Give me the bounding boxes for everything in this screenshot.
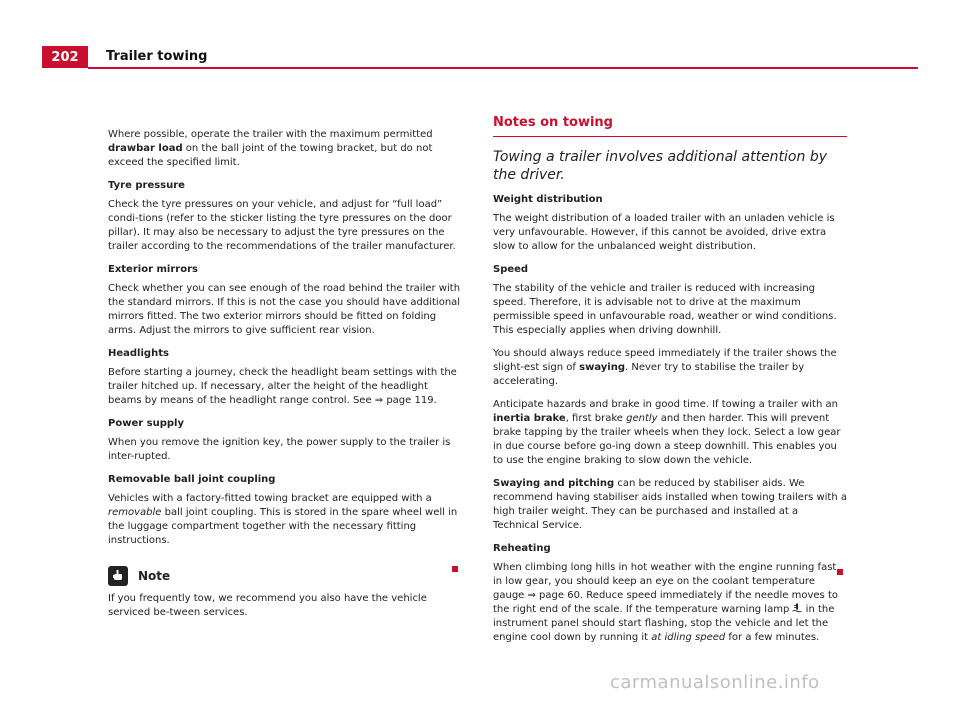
weight-distribution-heading: Weight distribution: [493, 194, 603, 205]
speed-text: The stability of the vehicle and trailer is reduced with increasing speed. Therefore, it is advisable not to drive at the maximum permissible speed in unfavourable road, weather or wind conditions. This especially applies when driving downhill.: [493, 283, 837, 336]
notes-on-towing-title: Notes on towing: [493, 115, 613, 130]
left-column: [108, 128, 462, 629]
swaying-text: You should always reduce speed immediately if the trailer shows the slight-est sign of swaying. Never try to stabilise the trailer by accelerating.: [493, 348, 837, 387]
power-supply-text: When you remove the ignition key, the power supply to the trailer is inter-rupted.: [108, 437, 451, 462]
note-label: Note: [138, 569, 171, 583]
right-column: [493, 116, 847, 654]
speed-heading: Speed: [493, 264, 529, 275]
reheating-text: When climbing long hills in hot weather with the engine running fast in low gear, you should keep an eye on the coolant temperature gauge ⇒ page 60. Reduce speed immediately if the needle moves to the right end of the scale. If the temperature warning lamp in the instrument panel should start flashing, stop the vehicle and let the engine cool down by running it at idling speed for a few minutes.: [493, 562, 838, 643]
section-title: Trailer towing: [106, 49, 208, 64]
braking-text: Anticipate hazards and brake in good time. If towing a trailer with an inertia brake, first brake gently and then harder. This will prevent brake tapping by the trailer wheels when they lock. Select a low gear in due course before go-ing down a steep downhill. This enables you to use the engine braking to slow down the vehicle.: [493, 399, 841, 466]
weight-distribution-text: The weight distribution of a loaded trailer with an unladen vehicle is very unfavourable. However, if this cannot be avoided, drive extra slow to allow for the unbalanced weight distribution.: [493, 213, 835, 252]
ball-joint-heading: Removable ball joint coupling: [108, 474, 276, 485]
section-end-marker: [837, 569, 843, 575]
reheating-heading: Reheating: [493, 543, 551, 554]
power-supply-heading: Power supply: [108, 418, 184, 429]
exterior-mirrors-text: Check whether you can see enough of the road behind the trailer with the standard mirrors. If this is not the case you should have additional mirrors fitted. The two exterior mirrors should be fitted on folding arms. Adjust the mirrors to give sufficient rear vision.: [108, 283, 461, 336]
note-header: [108, 566, 462, 586]
tyre-pressure-text: Check the tyre pressures on your vehicle, and adjust for “full load” condi-tions (refer to the sticker listing the tyre pressures on the door pillar). It may also be necessary to adjust the tyre pressures on the trailer according to the recommendations of the trailer manufacturer.: [108, 199, 456, 252]
coolant-temperature-icon: [792, 603, 802, 613]
title-rule: [493, 136, 847, 137]
page-number: 202: [42, 46, 88, 68]
header-rule: [88, 67, 918, 69]
headlights-text: Before starting a journey, check the headlight beam settings with the trailer hitched up. If necessary, alter the height of the headlight beams by means of the headlight range control. See ⇒ page 119.: [108, 367, 457, 406]
intro-paragraph: Where possible, operate the trailer with the maximum permitted drawbar load on the ball joint of the towing bracket, but do not exceed the specified limit.: [108, 129, 433, 168]
stabiliser-text: Swaying and pitching can be reduced by stabiliser aids. We recommend having stabiliser aids installed when towing trailers with a high trailer weight. They can be purchased and installed at a Technical Service.: [493, 478, 847, 531]
exterior-mirrors-heading: Exterior mirrors: [108, 264, 198, 275]
section-end-marker: [452, 566, 458, 572]
note-hand-icon: [108, 566, 128, 586]
note-text: If you frequently tow, we recommend you also have the vehicle serviced be-tween services.: [108, 593, 427, 618]
page-header: [0, 0, 960, 72]
lead-text: Towing a trailer involves additional attention by the driver.: [493, 149, 827, 183]
tyre-pressure-heading: Tyre pressure: [108, 180, 185, 191]
headlights-heading: Headlights: [108, 348, 169, 359]
ball-joint-text: Vehicles with a factory-fitted towing bracket are equipped with a removable ball joint coupling. This is stored in the spare wheel well in the luggage compartment together with the necessary fitting instructions.: [108, 493, 458, 546]
watermark: carmanualsonline.info: [610, 672, 820, 693]
